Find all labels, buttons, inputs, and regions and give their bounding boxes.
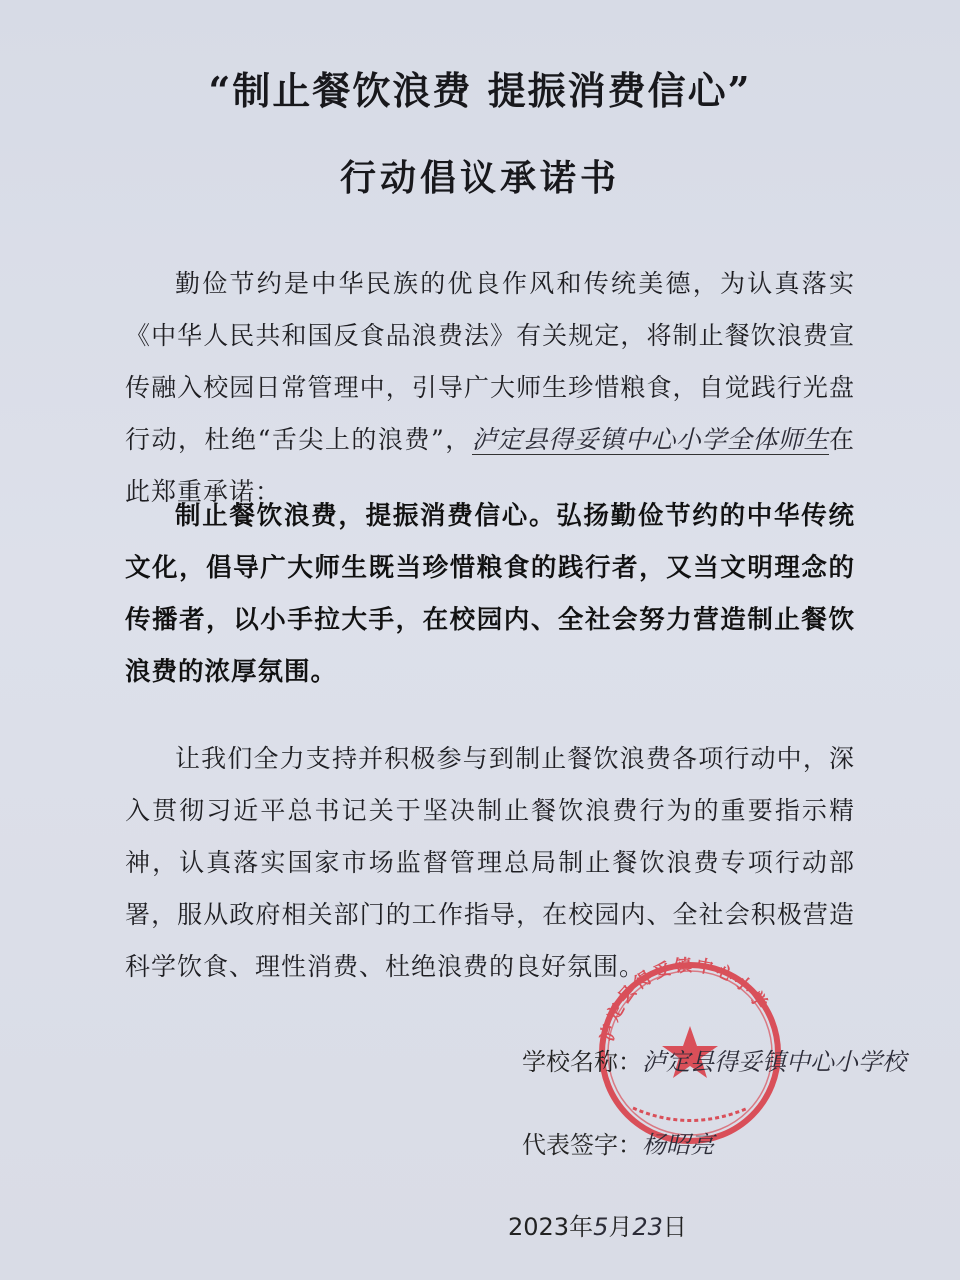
paragraph-intro-tail: 在此郑重承诺：: [125, 425, 855, 506]
paragraph-intro-text: 勤俭节约是中华民族的优良作风和传统美德，为认真落实《中华人民共和国反食品浪费法》有关规定，将制止餐饮浪费宣传融入校园日常管理中，引导广大师生珍惜粮食，自觉践行光盘行动，杜绝“舌尖上的浪费”，: [125, 269, 855, 454]
handwritten-participants: 泸定县得妥镇中心小学全体师生: [471, 425, 829, 454]
date-day-suffix: 日: [662, 1213, 687, 1241]
representative-signature-line: [522, 1125, 714, 1160]
seal-text: 泸定县得妥镇中心小学: [597, 955, 773, 1044]
paragraph-commitment: 制止餐饮浪费，提振消费信心。弘扬勤俭节约的中华传统文化，倡导广大师生既当珍惜粮食的践行者，又当文明理念的传播者，以小手拉大手，在校园内、全社会努力营造制止餐饮浪费的浓厚氛围。: [125, 501, 855, 687]
school-name-handwritten: 泸定县得妥镇中心小学校: [642, 1048, 906, 1076]
svg-text:泸定县得妥镇中心小学: [598, 955, 774, 1044]
date-month: 5: [593, 1213, 609, 1241]
date-day: 23: [632, 1213, 663, 1241]
date-month-suffix: 月: [608, 1213, 633, 1241]
document-title-line2: 行动倡议承诺书: [339, 157, 620, 199]
paragraph-call-to-action: 让我们全力支持并积极参与到制止餐饮浪费各项行动中，深入贯彻习近平总书记关于坚决制止餐饮浪费行为的重要指示精神，认真落实国家市场监督管理总局制止餐饮浪费专项行动部署，服从政府相关部门的工作指导，在校园内、全社会积极营造科学饮食、理性消费、杜绝浪费的良好氛围。: [125, 744, 855, 981]
representative-label: 代表签字：: [522, 1131, 642, 1159]
date-line: [508, 1207, 687, 1242]
paragraph-intro: [125, 258, 855, 518]
document-title-line1: “制止餐饮浪费 提振消费信心”: [208, 68, 752, 113]
school-name-line: [522, 1042, 906, 1077]
school-name-label: 学校名称：: [522, 1048, 642, 1076]
representative-signature: 杨昭亮: [642, 1131, 714, 1159]
date-year: 2023: [508, 1213, 570, 1241]
date-year-suffix: 年: [569, 1213, 594, 1241]
